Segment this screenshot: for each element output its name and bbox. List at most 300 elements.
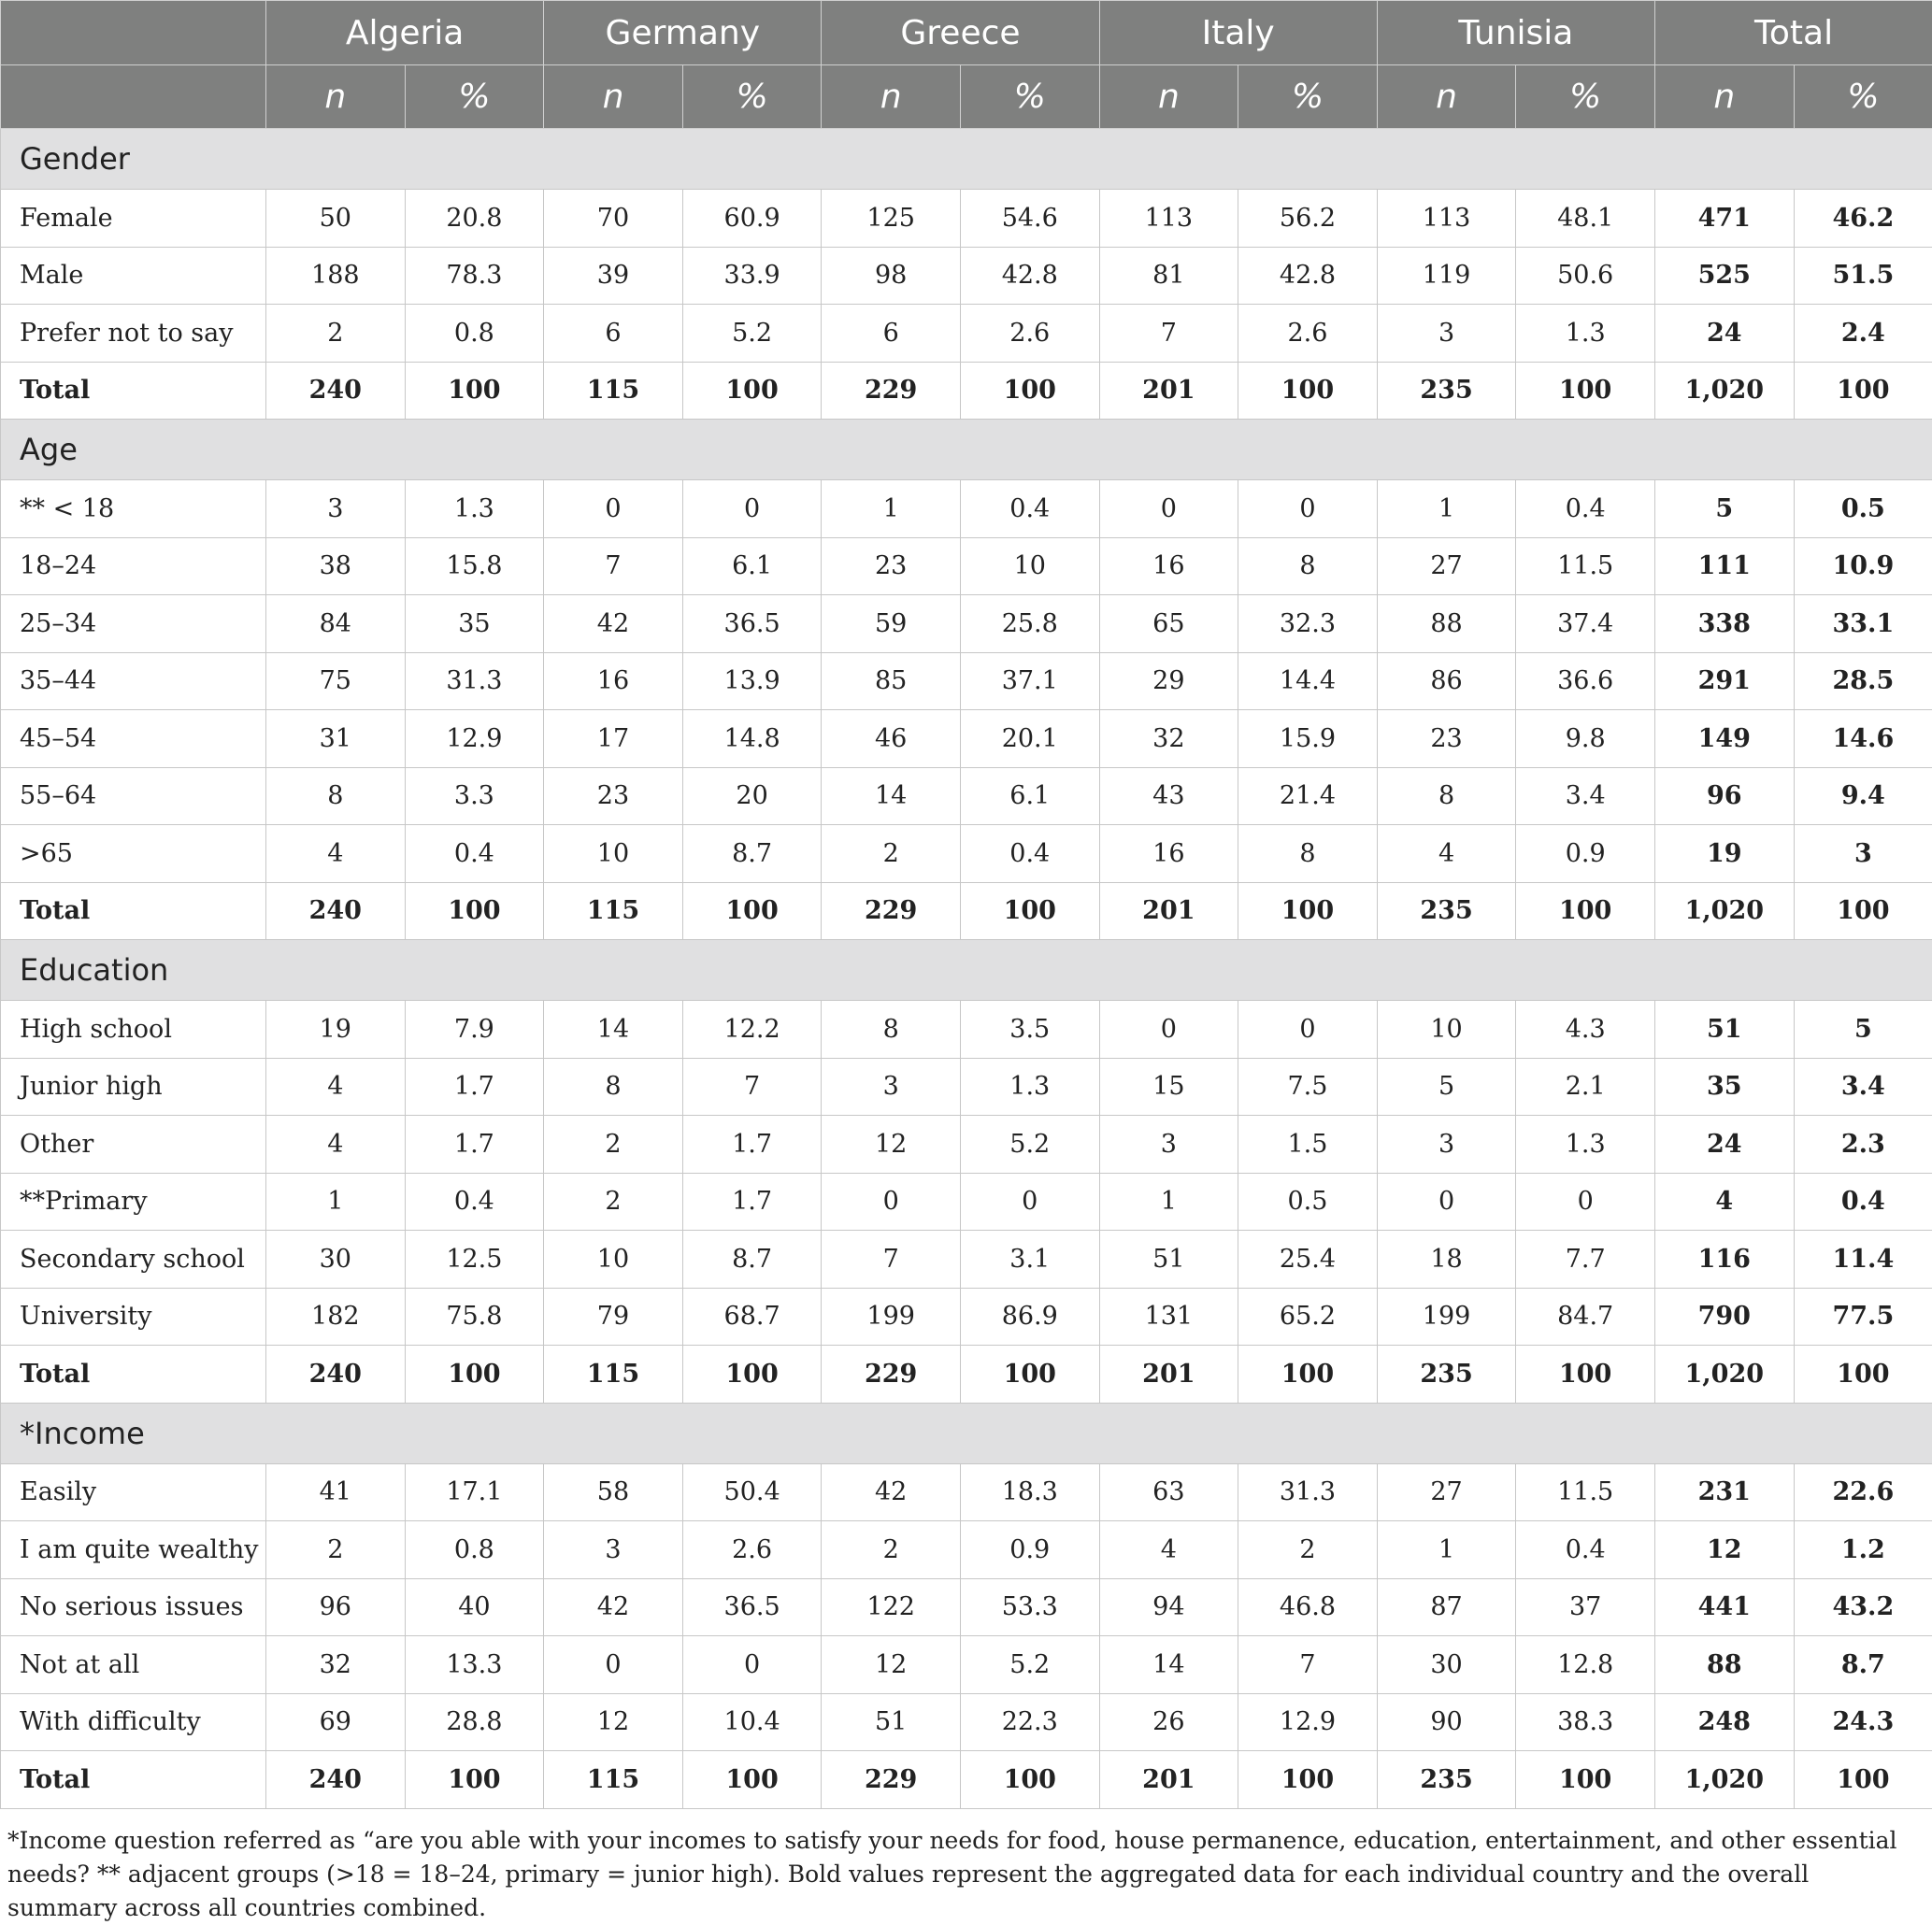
percent-cell: 100: [960, 1751, 1099, 1809]
percent-cell: 0.4: [1516, 480, 1655, 538]
table-row: [1, 825, 1932, 883]
percent-cell: 0.5: [1238, 1173, 1378, 1231]
country-header-greece: Greece: [822, 1, 1099, 65]
percent-cell: 37.4: [1516, 595, 1655, 653]
percent-cell: 36.5: [682, 1578, 822, 1636]
percent-cell: 20: [682, 767, 822, 825]
percent-cell: 6.1: [960, 767, 1099, 825]
percent-cell: 3.4: [1794, 1058, 1932, 1116]
percent-cell: 0: [1238, 1001, 1378, 1059]
n-cell: 23: [1377, 710, 1516, 768]
n-cell: 10: [1377, 1001, 1516, 1059]
n-cell: 240: [266, 1751, 406, 1809]
section-title: Age: [1, 420, 1932, 480]
n-cell: 42: [544, 1578, 683, 1636]
country-header-germany: Germany: [544, 1, 822, 65]
row-label: Female: [1, 190, 266, 248]
percent-cell: 43.2: [1794, 1578, 1932, 1636]
n-cell: 32: [1099, 710, 1238, 768]
percent-cell: 21.4: [1238, 767, 1378, 825]
percent-cell: 10: [960, 537, 1099, 595]
percent-cell: 50.6: [1516, 247, 1655, 305]
n-header: n: [1099, 65, 1238, 129]
n-cell: 4: [1099, 1521, 1238, 1579]
n-cell: 7: [1099, 305, 1238, 363]
table-row: [1, 1693, 1932, 1751]
percent-cell: 12.9: [405, 710, 544, 768]
n-cell: 43: [1099, 767, 1238, 825]
percent-cell: 10.9: [1794, 537, 1932, 595]
n-cell: 32: [266, 1636, 406, 1694]
percent-cell: 100: [1238, 1346, 1378, 1404]
n-cell: 65: [1099, 595, 1238, 653]
percent-cell: 4.3: [1516, 1001, 1655, 1059]
percent-cell: 100: [405, 1751, 544, 1809]
row-label: >65: [1, 825, 266, 883]
percent-cell: 2.6: [682, 1521, 822, 1579]
percent-cell: 20.8: [405, 190, 544, 248]
n-cell: 1: [1099, 1173, 1238, 1231]
country-header-total: Total: [1654, 1, 1932, 65]
n-cell: 75: [266, 652, 406, 710]
row-label: Prefer not to say: [1, 305, 266, 363]
percent-cell: 0.5: [1794, 480, 1932, 538]
n-cell: 27: [1377, 537, 1516, 595]
percent-cell: 14.4: [1238, 652, 1378, 710]
country-header-row: [1, 1, 1932, 65]
percent-cell: 1.7: [405, 1116, 544, 1174]
row-label: 25–34: [1, 595, 266, 653]
n-cell: 24: [1654, 1116, 1794, 1174]
percent-cell: 28.5: [1794, 652, 1932, 710]
n-cell: 7: [544, 537, 683, 595]
table-row: [1, 1636, 1932, 1694]
percent-cell: 7: [1238, 1636, 1378, 1694]
percent-cell: 60.9: [682, 190, 822, 248]
n-cell: 81: [1099, 247, 1238, 305]
percent-cell: 14.6: [1794, 710, 1932, 768]
n-cell: 94: [1099, 1578, 1238, 1636]
n-cell: 199: [822, 1288, 961, 1346]
section-header-row: [1, 129, 1932, 190]
footnote: *Income question referred as “are you able with your incomes to satisfy your needs for food, house permanence, education, entertainment, and other essential needs? ** adjacent groups (>18 = 18–24, primary = junior high). Bold values represent the aggregated data for each individual country and the overall summary across all countries combined.: [0, 1809, 1932, 1925]
percent-header: %: [1516, 65, 1655, 129]
n-cell: 231: [1654, 1463, 1794, 1521]
n-cell: 10: [544, 1231, 683, 1289]
row-label: No serious issues: [1, 1578, 266, 1636]
n-cell: 46: [822, 710, 961, 768]
percent-cell: 22.6: [1794, 1463, 1932, 1521]
n-cell: 113: [1099, 190, 1238, 248]
n-cell: 229: [822, 882, 961, 940]
n-cell: 188: [266, 247, 406, 305]
percent-cell: 56.2: [1238, 190, 1378, 248]
n-cell: 2: [266, 1521, 406, 1579]
section-title: Education: [1, 940, 1932, 1001]
row-label: Total: [1, 1346, 266, 1404]
percent-cell: 0.4: [960, 480, 1099, 538]
percent-cell: 84.7: [1516, 1288, 1655, 1346]
n-cell: 4: [1377, 825, 1516, 883]
n-header: n: [1654, 65, 1794, 129]
row-label: High school: [1, 1001, 266, 1059]
percent-cell: 100: [1238, 882, 1378, 940]
country-header-algeria: Algeria: [266, 1, 544, 65]
n-cell: 17: [544, 710, 683, 768]
total-row: [1, 1751, 1932, 1809]
n-cell: 51: [1099, 1231, 1238, 1289]
percent-cell: 1.2: [1794, 1521, 1932, 1579]
table-row: [1, 1288, 1932, 1346]
n-cell: 16: [544, 652, 683, 710]
percent-cell: 0.4: [405, 1173, 544, 1231]
percent-cell: 5.2: [960, 1636, 1099, 1694]
n-cell: 50: [266, 190, 406, 248]
percent-cell: 0.4: [1516, 1521, 1655, 1579]
percent-cell: 2.4: [1794, 305, 1932, 363]
n-header: n: [1377, 65, 1516, 129]
table-row: [1, 537, 1932, 595]
table-row: [1, 480, 1932, 538]
n-cell: 35: [1654, 1058, 1794, 1116]
row-label: Easily: [1, 1463, 266, 1521]
percent-cell: 3.4: [1516, 767, 1655, 825]
percent-cell: 75.8: [405, 1288, 544, 1346]
n-cell: 2: [544, 1116, 683, 1174]
n-cell: 42: [544, 595, 683, 653]
table-row: [1, 1231, 1932, 1289]
n-cell: 240: [266, 1346, 406, 1404]
n-cell: 201: [1099, 1346, 1238, 1404]
percent-cell: 0: [682, 1636, 822, 1694]
n-cell: 19: [1654, 825, 1794, 883]
percent-cell: 0: [1516, 1173, 1655, 1231]
percent-cell: 35: [405, 595, 544, 653]
country-header-tunisia: Tunisia: [1377, 1, 1654, 65]
percent-cell: 17.1: [405, 1463, 544, 1521]
percent-cell: 25.8: [960, 595, 1099, 653]
table-row: [1, 1578, 1932, 1636]
row-label: 55–64: [1, 767, 266, 825]
percent-cell: 12.9: [1238, 1693, 1378, 1751]
percent-cell: 100: [960, 1346, 1099, 1404]
n-cell: 14: [544, 1001, 683, 1059]
section-title: Gender: [1, 129, 1932, 190]
percent-cell: 10.4: [682, 1693, 822, 1751]
table-row: [1, 247, 1932, 305]
percent-cell: 100: [682, 1751, 822, 1809]
percent-cell: 100: [405, 362, 544, 420]
percent-cell: 6.1: [682, 537, 822, 595]
n-cell: 235: [1377, 1751, 1516, 1809]
percent-cell: 100: [682, 362, 822, 420]
table-row: [1, 767, 1932, 825]
percent-cell: 68.7: [682, 1288, 822, 1346]
n-cell: 229: [822, 1346, 961, 1404]
n-cell: 4: [266, 1058, 406, 1116]
row-label: Not at all: [1, 1636, 266, 1694]
n-cell: 4: [266, 825, 406, 883]
n-cell: 24: [1654, 305, 1794, 363]
n-cell: 4: [1654, 1173, 1794, 1231]
percent-cell: 46.8: [1238, 1578, 1378, 1636]
n-cell: 6: [822, 305, 961, 363]
n-cell: 87: [1377, 1578, 1516, 1636]
percent-cell: 48.1: [1516, 190, 1655, 248]
section-header-row: [1, 420, 1932, 480]
percent-cell: 36.6: [1516, 652, 1655, 710]
n-cell: 12: [544, 1693, 683, 1751]
n-cell: 5: [1654, 480, 1794, 538]
n-cell: 90: [1377, 1693, 1516, 1751]
percent-cell: 37: [1516, 1578, 1655, 1636]
n-cell: 15: [1099, 1058, 1238, 1116]
n-header: n: [544, 65, 683, 129]
n-cell: 12: [1654, 1521, 1794, 1579]
table-row: [1, 1521, 1932, 1579]
n-cell: 86: [1377, 652, 1516, 710]
n-cell: 199: [1377, 1288, 1516, 1346]
percent-cell: 100: [960, 362, 1099, 420]
percent-cell: 1.7: [405, 1058, 544, 1116]
percent-cell: 100: [682, 882, 822, 940]
n-cell: 3: [1377, 305, 1516, 363]
total-row: [1, 882, 1932, 940]
percent-cell: 86.9: [960, 1288, 1099, 1346]
n-cell: 1: [266, 1173, 406, 1231]
n-cell: 248: [1654, 1693, 1794, 1751]
n-cell: 3: [1377, 1116, 1516, 1174]
n-cell: 525: [1654, 247, 1794, 305]
table-row: [1, 305, 1932, 363]
percent-cell: 25.4: [1238, 1231, 1378, 1289]
n-cell: 12: [822, 1636, 961, 1694]
row-label: I am quite wealthy: [1, 1521, 266, 1579]
row-label: Other: [1, 1116, 266, 1174]
n-cell: 125: [822, 190, 961, 248]
n-cell: 12: [822, 1116, 961, 1174]
section-header-row: [1, 940, 1932, 1001]
percent-cell: 1.3: [1516, 305, 1655, 363]
percent-cell: 24.3: [1794, 1693, 1932, 1751]
percent-cell: 12.8: [1516, 1636, 1655, 1694]
percent-cell: 100: [1794, 1346, 1932, 1404]
n-cell: 3: [544, 1521, 683, 1579]
percent-cell: 54.6: [960, 190, 1099, 248]
percent-cell: 11.5: [1516, 1463, 1655, 1521]
n-cell: 201: [1099, 882, 1238, 940]
n-cell: 23: [822, 537, 961, 595]
n-cell: 59: [822, 595, 961, 653]
n-cell: 1: [822, 480, 961, 538]
percent-cell: 100: [682, 1346, 822, 1404]
percent-cell: 8: [1238, 825, 1378, 883]
n-cell: 235: [1377, 882, 1516, 940]
percent-cell: 38.3: [1516, 1693, 1655, 1751]
percent-cell: 42.8: [960, 247, 1099, 305]
n-cell: 8: [544, 1058, 683, 1116]
percent-cell: 5.2: [960, 1116, 1099, 1174]
n-cell: 51: [1654, 1001, 1794, 1059]
corner-cell: [1, 1, 266, 65]
n-cell: 3: [1099, 1116, 1238, 1174]
percent-cell: 0.4: [405, 825, 544, 883]
n-cell: 1: [1377, 1521, 1516, 1579]
table-body: [1, 129, 1932, 1809]
n-cell: 84: [266, 595, 406, 653]
percent-cell: 100: [1794, 882, 1932, 940]
row-label: 35–44: [1, 652, 266, 710]
row-label: Male: [1, 247, 266, 305]
n-cell: 6: [544, 305, 683, 363]
percent-cell: 3: [1794, 825, 1932, 883]
percent-cell: 8.7: [1794, 1636, 1932, 1694]
table-row: [1, 1463, 1932, 1521]
percent-cell: 7: [682, 1058, 822, 1116]
percent-cell: 7.9: [405, 1001, 544, 1059]
n-cell: 8: [1377, 767, 1516, 825]
percent-cell: 13.3: [405, 1636, 544, 1694]
n-cell: 1,020: [1654, 362, 1794, 420]
percent-cell: 14.8: [682, 710, 822, 768]
n-cell: 79: [544, 1288, 683, 1346]
n-cell: 3: [822, 1058, 961, 1116]
percent-cell: 78.3: [405, 247, 544, 305]
row-label: **Primary: [1, 1173, 266, 1231]
n-cell: 41: [266, 1463, 406, 1521]
percent-cell: 77.5: [1794, 1288, 1932, 1346]
row-label: Junior high: [1, 1058, 266, 1116]
n-cell: 2: [544, 1173, 683, 1231]
country-header-italy: Italy: [1099, 1, 1377, 65]
percent-cell: 8.7: [682, 1231, 822, 1289]
n-cell: 16: [1099, 825, 1238, 883]
n-cell: 291: [1654, 652, 1794, 710]
n-cell: 23: [544, 767, 683, 825]
n-cell: 0: [544, 480, 683, 538]
n-cell: 26: [1099, 1693, 1238, 1751]
n-cell: 42: [822, 1463, 961, 1521]
row-label: 45–54: [1, 710, 266, 768]
n-cell: 38: [266, 537, 406, 595]
n-cell: 2: [822, 1521, 961, 1579]
n-cell: 27: [1377, 1463, 1516, 1521]
n-cell: 85: [822, 652, 961, 710]
percent-cell: 100: [405, 882, 544, 940]
percent-cell: 2.6: [960, 305, 1099, 363]
percent-cell: 13.9: [682, 652, 822, 710]
percent-cell: 2.6: [1238, 305, 1378, 363]
table-header: [1, 1, 1932, 129]
n-cell: 182: [266, 1288, 406, 1346]
n-cell: 4: [266, 1116, 406, 1174]
n-cell: 30: [1377, 1636, 1516, 1694]
n-cell: 113: [1377, 190, 1516, 248]
row-label: 18–24: [1, 537, 266, 595]
n-cell: 201: [1099, 1751, 1238, 1809]
n-cell: 70: [544, 190, 683, 248]
n-cell: 14: [822, 767, 961, 825]
table-row: [1, 1058, 1932, 1116]
percent-cell: 5: [1794, 1001, 1932, 1059]
percent-cell: 9.8: [1516, 710, 1655, 768]
percent-cell: 2.3: [1794, 1116, 1932, 1174]
row-label: With difficulty: [1, 1693, 266, 1751]
row-label: ** < 18: [1, 480, 266, 538]
percent-cell: 37.1: [960, 652, 1099, 710]
percent-cell: 100: [1516, 362, 1655, 420]
n-cell: 111: [1654, 537, 1794, 595]
n-cell: 229: [822, 362, 961, 420]
percent-header: %: [1238, 65, 1378, 129]
percent-cell: 100: [1238, 1751, 1378, 1809]
percent-cell: 11.4: [1794, 1231, 1932, 1289]
percent-cell: 0: [960, 1173, 1099, 1231]
percent-cell: 0.8: [405, 305, 544, 363]
n-cell: 0: [1099, 1001, 1238, 1059]
n-cell: 63: [1099, 1463, 1238, 1521]
n-cell: 115: [544, 882, 683, 940]
n-cell: 235: [1377, 362, 1516, 420]
percent-cell: 15.9: [1238, 710, 1378, 768]
n-cell: 30: [266, 1231, 406, 1289]
n-cell: 1,020: [1654, 1751, 1794, 1809]
n-cell: 119: [1377, 247, 1516, 305]
percent-cell: 7.7: [1516, 1231, 1655, 1289]
n-cell: 16: [1099, 537, 1238, 595]
n-cell: 31: [266, 710, 406, 768]
percent-cell: 100: [1794, 362, 1932, 420]
n-cell: 18: [1377, 1231, 1516, 1289]
n-cell: 441: [1654, 1578, 1794, 1636]
n-cell: 338: [1654, 595, 1794, 653]
row-label: University: [1, 1288, 266, 1346]
n-cell: 149: [1654, 710, 1794, 768]
percent-cell: 65.2: [1238, 1288, 1378, 1346]
percent-cell: 50.4: [682, 1463, 822, 1521]
row-label: Total: [1, 362, 266, 420]
n-cell: 19: [266, 1001, 406, 1059]
percent-cell: 12.2: [682, 1001, 822, 1059]
row-label: Total: [1, 1751, 266, 1809]
percent-cell: 22.3: [960, 1693, 1099, 1751]
n-cell: 2: [266, 305, 406, 363]
percent-cell: 28.8: [405, 1693, 544, 1751]
n-cell: 58: [544, 1463, 683, 1521]
percent-cell: 3.1: [960, 1231, 1099, 1289]
row-label: Total: [1, 882, 266, 940]
table-row: [1, 1116, 1932, 1174]
percent-cell: 8: [1238, 537, 1378, 595]
percent-cell: 15.8: [405, 537, 544, 595]
percent-cell: 11.5: [1516, 537, 1655, 595]
n-cell: 0: [544, 1636, 683, 1694]
percent-header: %: [960, 65, 1099, 129]
percent-cell: 20.1: [960, 710, 1099, 768]
n-cell: 115: [544, 1346, 683, 1404]
percent-cell: 9.4: [1794, 767, 1932, 825]
n-cell: 235: [1377, 1346, 1516, 1404]
table-row: [1, 190, 1932, 248]
row-label: Secondary school: [1, 1231, 266, 1289]
percent-cell: 36.5: [682, 595, 822, 653]
percent-cell: 1.3: [1516, 1116, 1655, 1174]
n-cell: 116: [1654, 1231, 1794, 1289]
n-cell: 88: [1377, 595, 1516, 653]
table-row: [1, 1173, 1932, 1231]
n-cell: 98: [822, 247, 961, 305]
n-cell: 201: [1099, 362, 1238, 420]
